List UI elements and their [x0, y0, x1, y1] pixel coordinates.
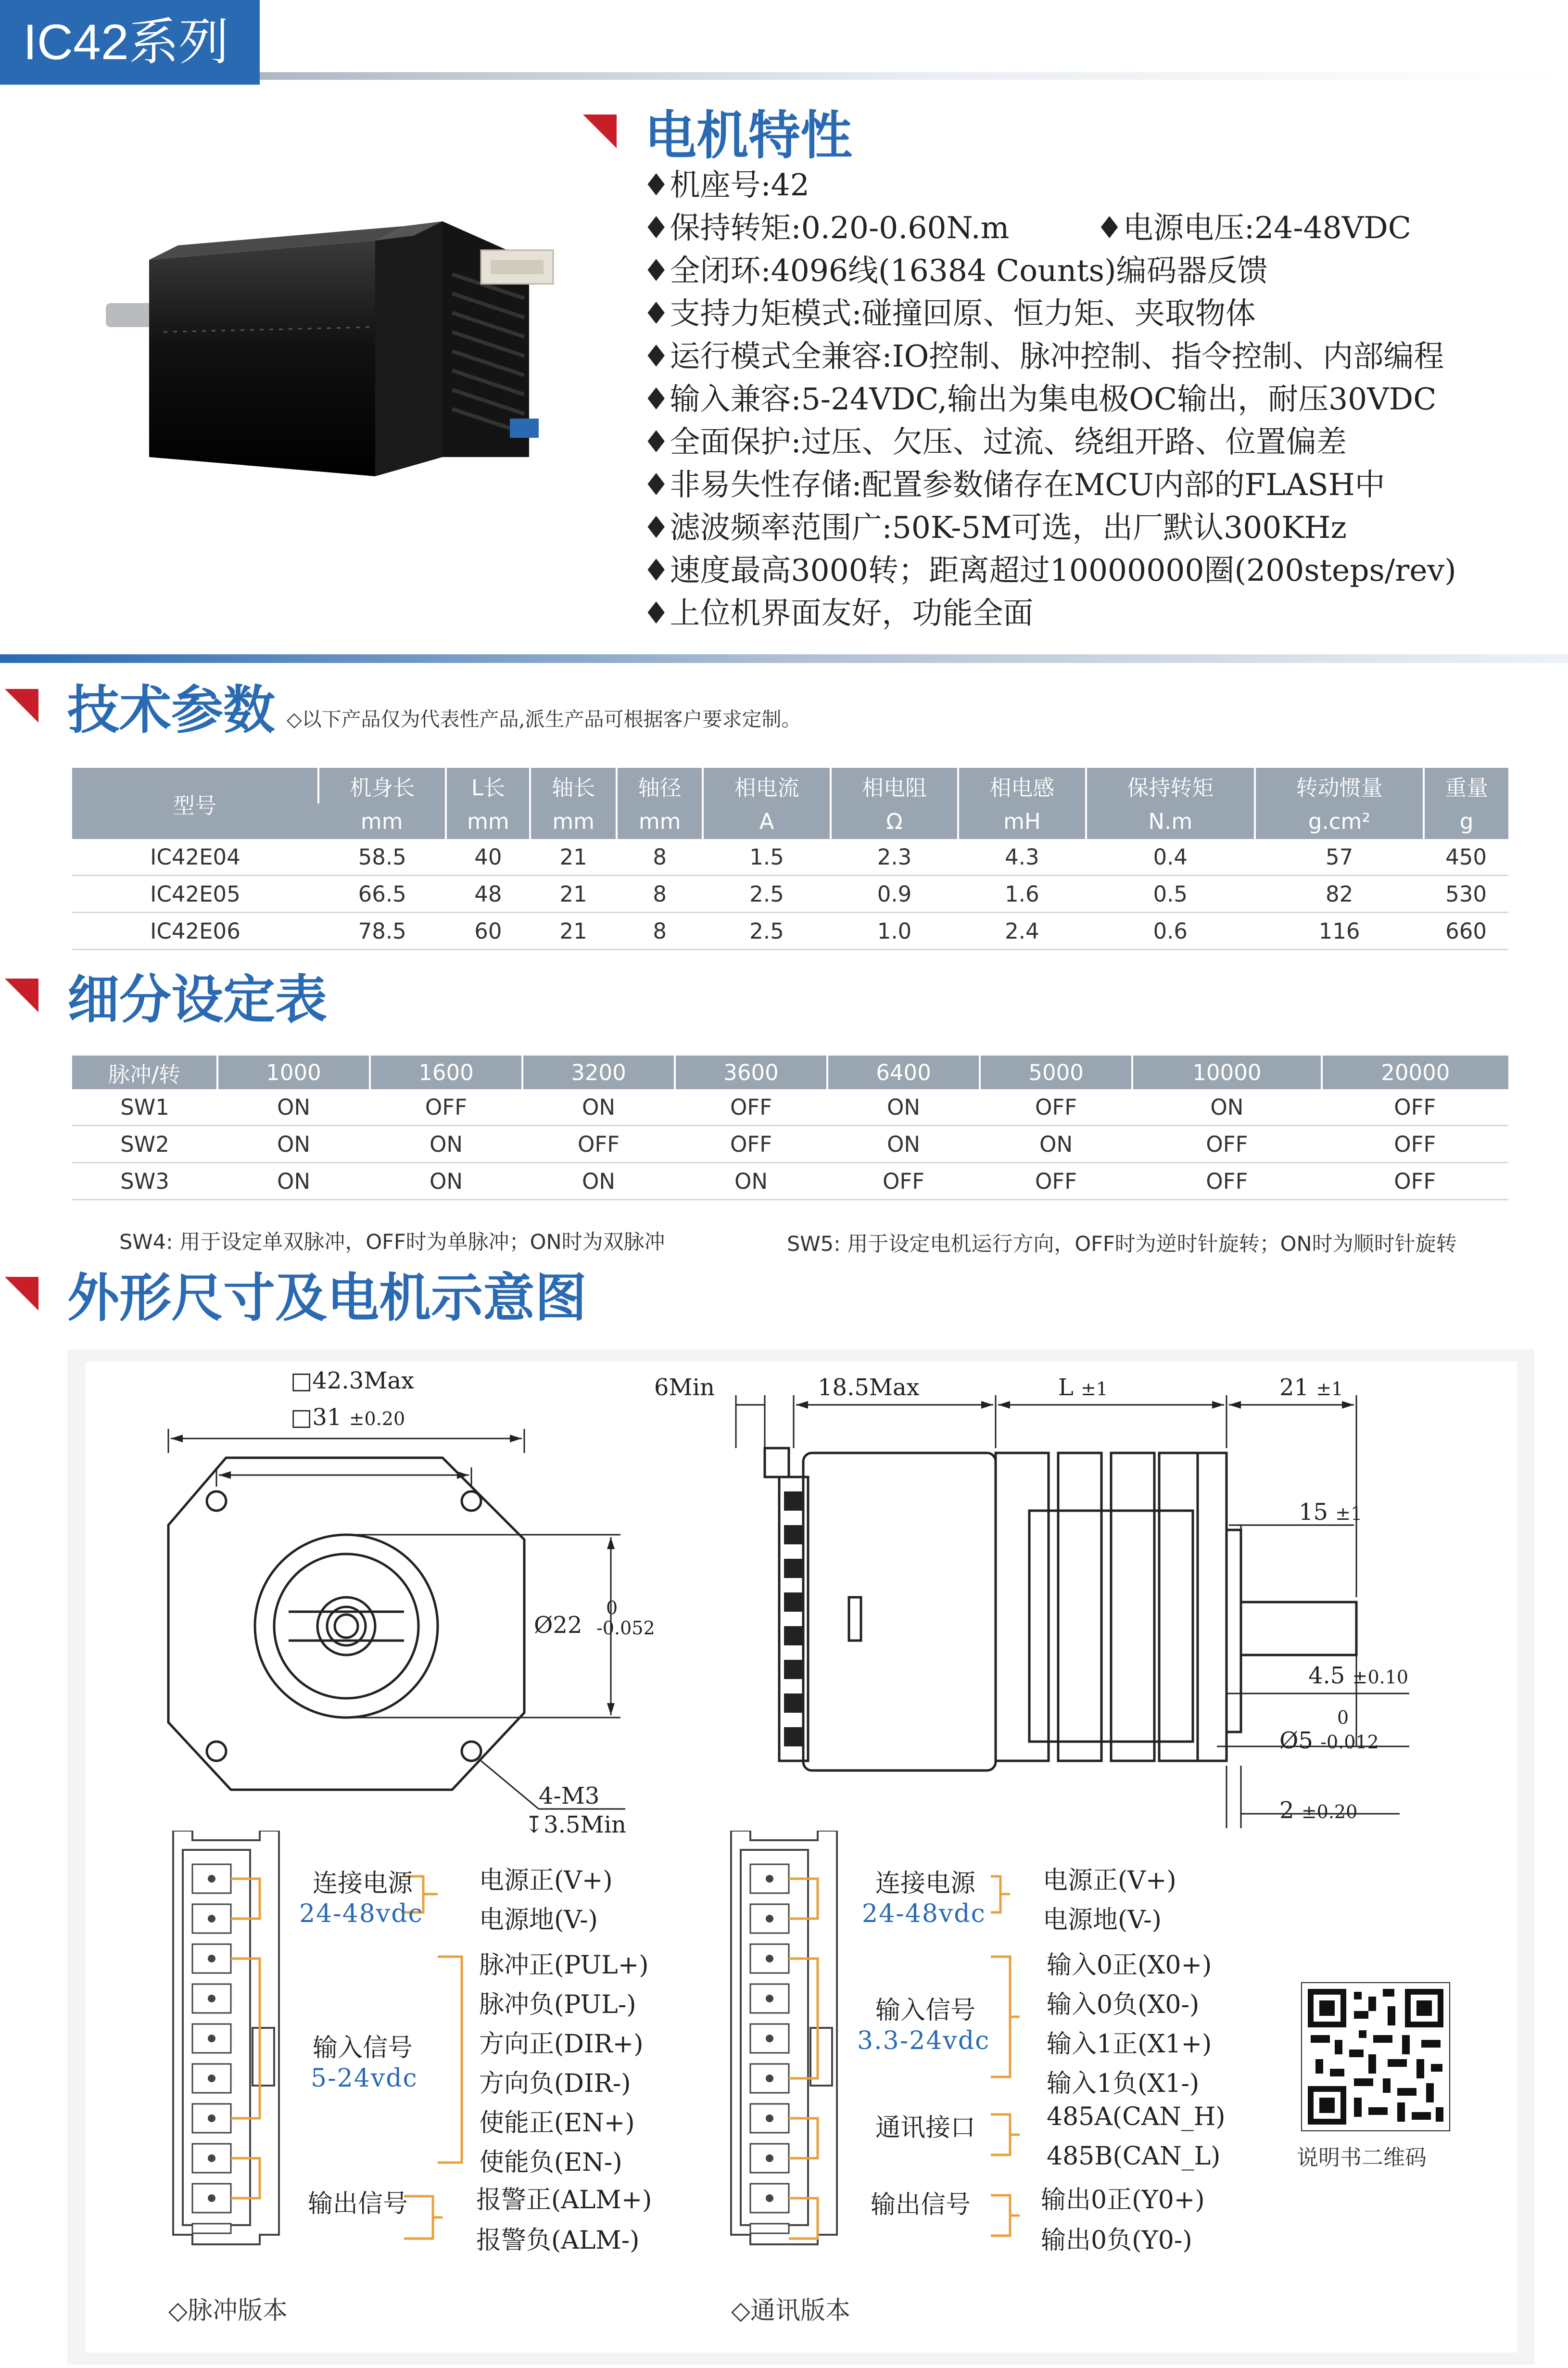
cell: ON — [217, 1089, 370, 1126]
cell: 2.3 — [831, 839, 958, 876]
cell: OFF — [1322, 1089, 1508, 1126]
cell: 21 — [530, 876, 616, 913]
unit: mm — [318, 803, 446, 839]
dim-boss: Ø22 — [534, 1612, 582, 1639]
cell: ON — [1132, 1089, 1322, 1126]
feature-item: ♦输入兼容:5-24VDC,输出为集电极OC输出，耐压30VDC — [643, 382, 1437, 417]
header: 1600 — [370, 1056, 522, 1089]
unit: mm — [530, 803, 616, 839]
cell: 82 — [1255, 876, 1424, 913]
header: 轴长 — [530, 768, 616, 803]
header: 相电流 — [703, 768, 830, 803]
pulse-power-title: 连接电源 — [313, 1869, 413, 1898]
pulse-input-title: 输入信号 — [313, 2034, 413, 2062]
sw5-note: SW5: 用于设定电机运行方向，OFF时为逆时针旋转；ON时为顺时针旋转 — [787, 1232, 1457, 1256]
comm-power-range: 24-48vdc — [862, 1899, 986, 1928]
cell: 2.5 — [703, 913, 830, 950]
feature-item: ♦全闭环:4096线(16384 Counts)编码器反馈 — [643, 253, 1268, 288]
pin-label: 脉冲正(PUL+) — [479, 1951, 649, 1980]
motor-photo — [106, 188, 568, 515]
cell: 0.5 — [1086, 876, 1255, 913]
unit: mH — [958, 803, 1086, 839]
subdiv-table — [72, 1056, 1508, 1200]
unit: mm — [617, 803, 703, 839]
cell: 2.4 — [958, 913, 1086, 950]
dim-outer: □42.3Max — [291, 1367, 415, 1394]
header: 相电感 — [958, 768, 1086, 803]
cell: OFF — [1132, 1126, 1322, 1163]
pulse-power-range: 24-48vdc — [299, 1899, 423, 1928]
cell: 660 — [1424, 913, 1508, 950]
feature-item: ♦速度最高3000转；距离超过10000000圈(200steps/rev) — [643, 553, 1456, 588]
pin-label: 报警负(ALM-) — [476, 2226, 640, 2255]
cell: 8 — [617, 913, 703, 950]
cell: 0.4 — [1086, 839, 1255, 876]
cell: IC42E04 — [72, 839, 318, 876]
subdiv-title: 细分设定表 — [67, 970, 328, 1030]
cell: ON — [370, 1163, 522, 1200]
cell: 40 — [446, 839, 530, 876]
dim-2: 2 ±0.20 — [1279, 1797, 1358, 1824]
specs-title: 技术参数 — [67, 680, 276, 740]
header: 20000 — [1322, 1056, 1508, 1089]
cell: OFF — [522, 1126, 675, 1163]
header: 3200 — [522, 1056, 675, 1089]
feature-item: ♦非易失性存储:配置参数储存在MCU内部的FLASH中 — [643, 467, 1385, 502]
pin-label: 输入1正(X1+) — [1047, 2030, 1212, 2059]
table-row — [72, 1126, 1508, 1163]
pin-label: 方向负(DIR-) — [479, 2069, 631, 2098]
pin-label: 电源地(V-) — [1043, 1906, 1162, 1935]
cell: ON — [827, 1089, 980, 1126]
header: 重量 — [1424, 768, 1508, 803]
dim-L: L ±1 — [1058, 1374, 1108, 1401]
header: 6400 — [827, 1056, 980, 1089]
cell: 1.6 — [958, 876, 1086, 913]
pin-label: 报警正(ALM+) — [476, 2186, 652, 2215]
unit: g.cm² — [1255, 803, 1424, 839]
header: 10000 — [1132, 1056, 1322, 1089]
pin-label: 电源正(V+) — [479, 1866, 613, 1895]
cell: 66.5 — [318, 876, 446, 913]
header-rule — [260, 72, 1568, 80]
section-rule — [0, 654, 1568, 663]
cell: ON — [827, 1126, 980, 1163]
section-marker — [5, 1277, 38, 1311]
cell: IC42E06 — [72, 913, 318, 950]
cell: SW1 — [72, 1089, 217, 1126]
cell: OFF — [980, 1089, 1132, 1126]
specs-table — [72, 768, 1508, 950]
pulse-input-range: 5-24vdc — [311, 2064, 418, 2093]
cell: 116 — [1255, 913, 1424, 950]
section-marker — [5, 979, 38, 1012]
feature-item: ♦保持转矩:0.20-0.60N.m ♦电源电压:24-48VDC — [643, 210, 1411, 245]
header: 1000 — [217, 1056, 370, 1089]
dim-15: 15 ±1 — [1299, 1499, 1363, 1526]
pin-label: 输出0正(Y0+) — [1041, 2186, 1205, 2215]
dim-depth: ↧3.5Min — [524, 1811, 626, 1838]
cell: 8 — [617, 876, 703, 913]
feature-item: ♦运行模式全兼容:IO控制、脉冲控制、指令控制、内部编程 — [643, 339, 1444, 374]
cell: 78.5 — [318, 913, 446, 950]
unit: N.m — [1086, 803, 1255, 839]
pin-label: 输出0负(Y0-) — [1041, 2226, 1192, 2255]
header: 转动惯量 — [1255, 768, 1424, 803]
cell: ON — [217, 1163, 370, 1200]
cell: ON — [675, 1163, 827, 1200]
table-row — [72, 1163, 1508, 1200]
dim-shaft: Ø5 -0.012 — [1279, 1727, 1379, 1754]
pulse-output-title: 输出信号 — [308, 2190, 408, 2218]
feature-item: ♦全面保护:过压、欠压、过流、绕组开路、位置偏差 — [643, 424, 1347, 459]
cell: 530 — [1424, 876, 1508, 913]
pulse-caption: ◇脉冲版本 — [168, 2296, 288, 2325]
cell: ON — [522, 1163, 675, 1200]
comm-caption: ◇通讯版本 — [731, 2296, 850, 2325]
cell: 58.5 — [318, 839, 446, 876]
dims-title: 外形尺寸及电机示意图 — [67, 1268, 587, 1328]
header: 5000 — [980, 1056, 1132, 1089]
cell: OFF — [827, 1163, 980, 1200]
dim-boss-tol-low: -0.052 — [596, 1617, 655, 1639]
table-row — [72, 1089, 1508, 1126]
cell: 1.5 — [703, 839, 830, 876]
unit: Ω — [831, 803, 958, 839]
series-banner: IC42系列 — [0, 0, 260, 85]
cell: ON — [980, 1126, 1132, 1163]
cell: 48 — [446, 876, 530, 913]
cell: 4.3 — [958, 839, 1086, 876]
features-list — [643, 164, 1456, 635]
cell: 2.5 — [703, 876, 830, 913]
dim-inner: □31 ±0.20 — [291, 1404, 405, 1431]
pin-label: 输入0负(X0-) — [1047, 1990, 1200, 2019]
cell: 60 — [446, 913, 530, 950]
pin-label: 方向正(DIR+) — [479, 2030, 644, 2059]
cell: ON — [522, 1089, 675, 1126]
dim-4-5: 4.5 ±0.10 — [1308, 1662, 1409, 1689]
cell: OFF — [370, 1089, 522, 1126]
qr-code[interactable] — [1301, 1982, 1450, 2131]
dim-6min: 6Min — [654, 1374, 715, 1401]
cell: IC42E05 — [72, 876, 318, 913]
dim-18-5max: 18.5Max — [818, 1374, 920, 1401]
cell: ON — [217, 1126, 370, 1163]
cell: OFF — [980, 1163, 1132, 1200]
cell: 21 — [530, 913, 616, 950]
dim-shaft-tol-up: 0 — [1337, 1707, 1349, 1728]
specs-note: ◇以下产品仅为代表性产品,派生产品可根据客户要求定制。 — [287, 708, 801, 731]
pin-label: 电源正(V+) — [1043, 1866, 1176, 1895]
table-row — [72, 913, 1508, 950]
feature-item: ♦上位机界面友好，功能全面 — [643, 596, 1034, 631]
unit: g — [1424, 803, 1508, 839]
pin-label: 使能负(EN-) — [479, 2148, 622, 2177]
header: 脉冲/转 — [72, 1056, 217, 1089]
cell: OFF — [1322, 1163, 1508, 1200]
feature-item: ♦滤波频率范围广:50K-5M可选，出厂默认300KHz — [643, 510, 1347, 545]
pin-label: 输入1负(X1-) — [1047, 2069, 1200, 2098]
feature-item: ♦支持力矩模式:碰撞回原、恒力矩、夹取物体 — [643, 296, 1256, 331]
cell: SW2 — [72, 1126, 217, 1163]
cell: 1.0 — [831, 913, 958, 950]
cell: 57 — [1255, 839, 1424, 876]
pin-label: 485A(CAN_H) — [1047, 2102, 1226, 2131]
comm-input-title: 输入信号 — [875, 1996, 976, 2025]
pin-label: 输入0正(X0+) — [1047, 1951, 1212, 1980]
pin-label: 485B(CAN_L) — [1047, 2142, 1221, 2171]
pin-label: 使能正(EN+) — [479, 2109, 635, 2138]
cell: OFF — [675, 1089, 827, 1126]
cell: OFF — [1132, 1163, 1322, 1200]
section-marker — [5, 689, 38, 723]
comm-interface-title: 通讯接口 — [875, 2113, 976, 2142]
unit: mm — [446, 803, 530, 839]
comm-output-title: 输出信号 — [871, 2190, 971, 2219]
header: 轴径 — [617, 768, 703, 803]
header: 机身长 — [318, 768, 446, 803]
cell: ON — [370, 1126, 522, 1163]
table-row — [72, 876, 1508, 913]
cell: 8 — [617, 839, 703, 876]
table-row — [72, 839, 1508, 876]
header: L长 — [446, 768, 530, 803]
comm-input-range: 3.3-24vdc — [857, 2026, 990, 2055]
side-view-drawing — [712, 1366, 1481, 1838]
feature-item: ♦机座号:42 — [643, 167, 809, 203]
front-view-drawing — [144, 1386, 683, 1847]
dim-21: 21 ±1 — [1279, 1374, 1343, 1401]
sw4-note: SW4: 用于设定单双脉冲，OFF时为单脉冲；ON时为双脉冲 — [119, 1230, 665, 1254]
section-marker — [583, 115, 617, 148]
dim-boss-tol-up: 0 — [606, 1597, 618, 1618]
qr-caption: 说明书二维码 — [1297, 2145, 1427, 2170]
features-title: 电机特性 — [645, 106, 853, 166]
pin-label: 脉冲负(PUL-) — [479, 1990, 636, 2019]
cell: OFF — [675, 1126, 827, 1163]
header: 保持转矩 — [1086, 768, 1255, 803]
cell: SW3 — [72, 1163, 217, 1200]
pin-label: 电源地(V-) — [479, 1906, 598, 1935]
cell: 0.9 — [831, 876, 958, 913]
dim-holes: 4-M3 — [539, 1782, 600, 1809]
unit: A — [703, 803, 830, 839]
header: 3600 — [675, 1056, 827, 1089]
cell: OFF — [1322, 1126, 1508, 1163]
header-model: 型号 — [72, 768, 318, 839]
cell: 450 — [1424, 839, 1508, 876]
cell: 0.6 — [1086, 913, 1255, 950]
cell: 21 — [530, 839, 616, 876]
header: 相电阻 — [831, 768, 958, 803]
comm-power-title: 连接电源 — [875, 1869, 976, 1898]
